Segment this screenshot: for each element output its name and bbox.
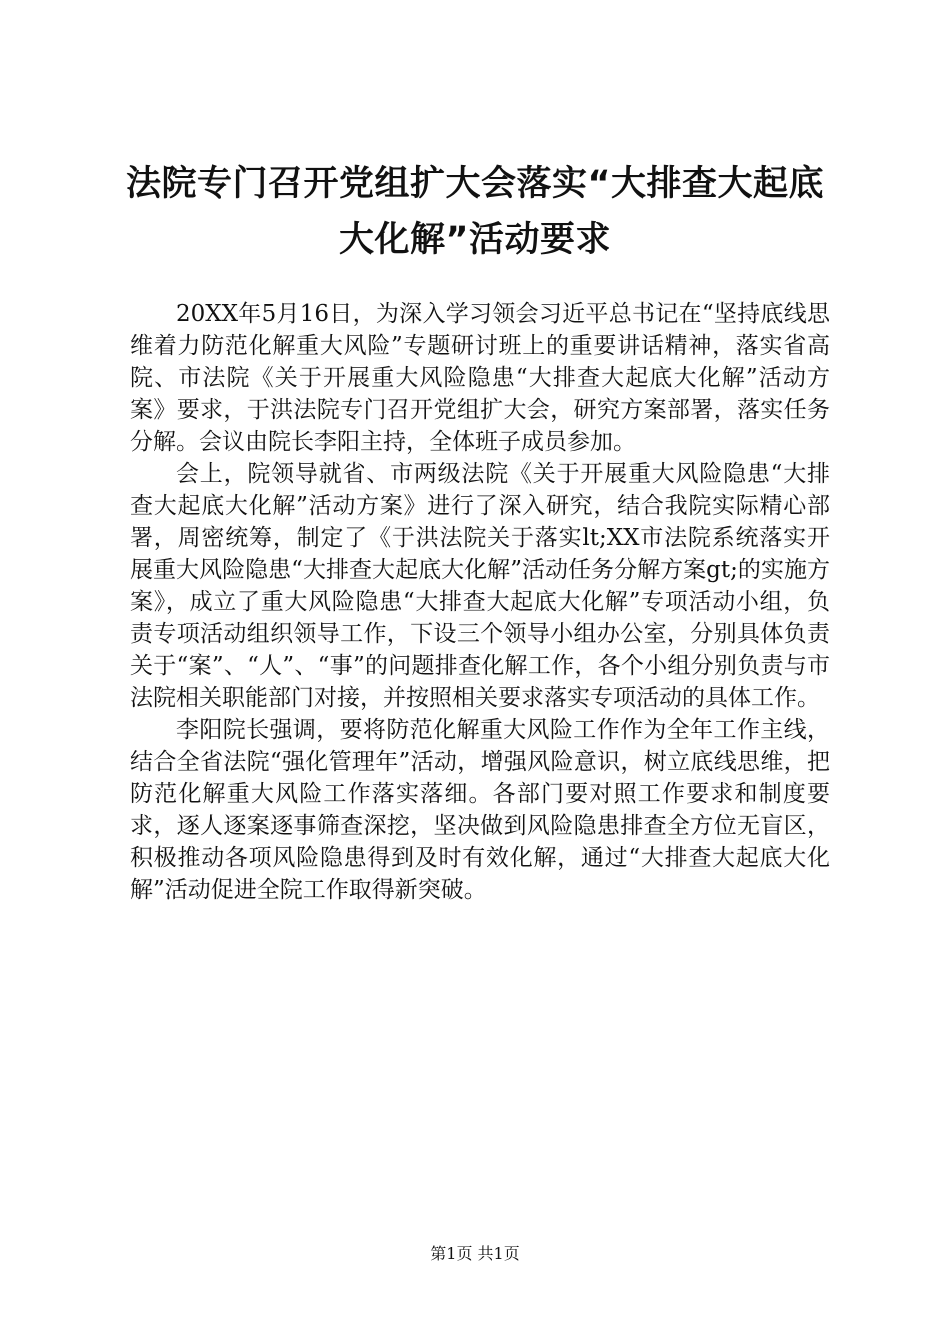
document-body: [130, 298, 830, 906]
paragraph-1: 20XX年5月16日，为深入学习领会习近平总书记在“坚持底线思维着力防范化解重大风险”专题研讨班上的重要讲话精神，落实省高院、市法院《关于开展重大风险隐患“大排查大起底大化解”活动方案》要求，于洪法院专门召开党组扩大会，研究方案部署，落实任务分解。会议由院长李阳主持，全体班子成员参加。: [130, 301, 830, 455]
paragraph-2: 会上，院领导就省、市两级法院《关于开展重大风险隐患“大排查大起底大化解”活动方案》进行了深入研究，结合我院实际精心部署，周密统筹，制定了《于洪法院关于落实lt;XX市法院系统落实开展重大风险隐患“大排查大起底大化解”活动任务分解方案gt;的实施方案》，成立了重大风险隐患“大排查大起底大化解”专项活动小组，负责专项活动组织领导工作，下设三个领导小组办公室，分别具体负责关于“案”、“人”、“事”的问题排查化解工作，各个小组分别负责与市法院相关职能部门对接，并按照相关要求落实专项活动的具体工作。: [130, 461, 830, 711]
title-line-2: 大化解”活动要求: [338, 220, 611, 260]
page-footer: 第1页 共1页: [430, 1244, 520, 1263]
paragraph-3: 李阳院长强调，要将防范化解重大风险工作作为全年工作主线，结合全省法院“强化管理年”活动，增强风险意识，树立底线思维，把防范化解重大风险工作落实落细。各部门要对照工作要求和制度要求，逐人逐案逐事筛查深挖，坚决做到风险隐患排查全方位无盲区，积极推动各项风险隐患得到及时有效化解，通过“大排查大起底大化解”活动促进全院工作取得新突破。: [130, 717, 830, 903]
title-line-1: 法院专门召开党组扩大会落实“大排查大起底: [125, 164, 824, 204]
document-title: [110, 156, 840, 268]
